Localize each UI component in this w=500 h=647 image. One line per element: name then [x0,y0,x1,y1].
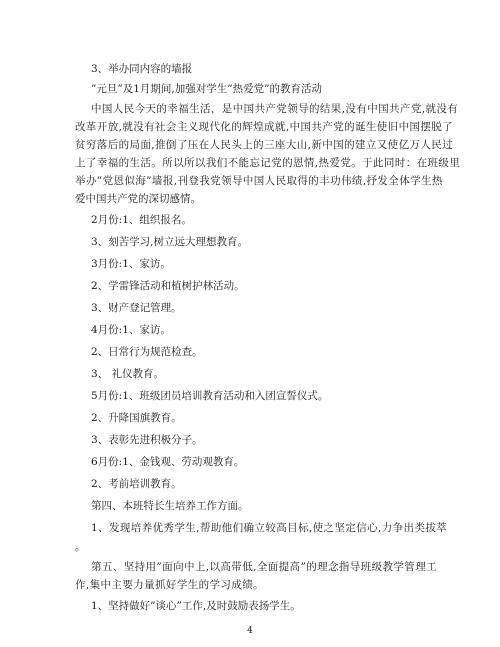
paragraph-line: 1、发现培养优秀学生,帮助他们确立较高目标,使之坚定信心,力争出类拔萃 [91,522,448,534]
paragraph-line: 2、日常行为规范检查。 [91,346,203,358]
paragraph-line: 上了幸福的生活。所以所以我们不能忘记党的恩情,热爱党。于此同时：在班级里 [75,157,461,169]
paragraph-line: 3月份:1、家访。 [91,258,171,270]
paragraph-line: 3、 礼仪教育。 [91,368,165,380]
paragraph-line: 3、财产登记管理。 [91,302,182,314]
page-number: 4 [247,626,253,636]
paragraph-line: 4月份:1、家访。 [91,324,171,336]
paragraph-line: 2、考前培训教育。 [91,478,182,490]
paragraph-line: 3、刻苦学习,树立远大理想教育。 [91,236,249,248]
paragraph-line: 2月份:1、组织报名。 [91,214,192,226]
paragraph-line: 第四、本班特长生培养工作方面。 [91,500,249,512]
paragraph-line: 爱中国共产党的深切感情。 [75,193,201,205]
paragraph-line: 改革开放,就没有社会主义现代化的辉煌成就,中国共产党的诞生使旧中国摆脱了 [75,121,454,133]
paragraph-line: 举办”党恩似海”墙报,刊登我党领导中国人民取得的丰功伟绩,抒发全体学生热 [75,175,443,187]
paragraph-line: 作,集中主要力量抓好学生的学习成绩。 [75,579,265,591]
paragraph-line: 2、升降国旗教育。 [91,412,182,424]
paragraph-line: 中国人民今天的幸福生活，是中国共产党领导的结果,没有中国共产党,就没有 [91,103,459,115]
paragraph-line: 6月份:1、金钱观、劳动观教育。 [91,456,245,468]
paragraph-line: 3、表彰先进积极分子。 [91,434,203,446]
paragraph-line: 第五、坚持用”面向中上,以高带低,全面提高”的理念指导班级教学管理工 [91,561,438,573]
paragraph-line: 5月份:1、班级团员培训教育活动和入团宣誓仪式。 [91,390,329,402]
paragraph-line: 贫穷落后的局面,推倒了压在人民头上的三座大山,新中国的建立又使亿万人民过 [75,139,454,151]
paragraph-line: 3、举办同内容的墙报 [91,63,193,75]
paragraph-line: ”元旦”及1月期间,加强对学生”热爱党”的教育活动 [91,83,322,95]
paragraph-line: 。 [75,541,86,553]
paragraph-line: 1、坚持做好”谈心”工作,及时鼓励表扬学生。 [91,600,301,612]
paragraph-line: 2、学雷锋活动和植树护林活动。 [91,280,245,292]
